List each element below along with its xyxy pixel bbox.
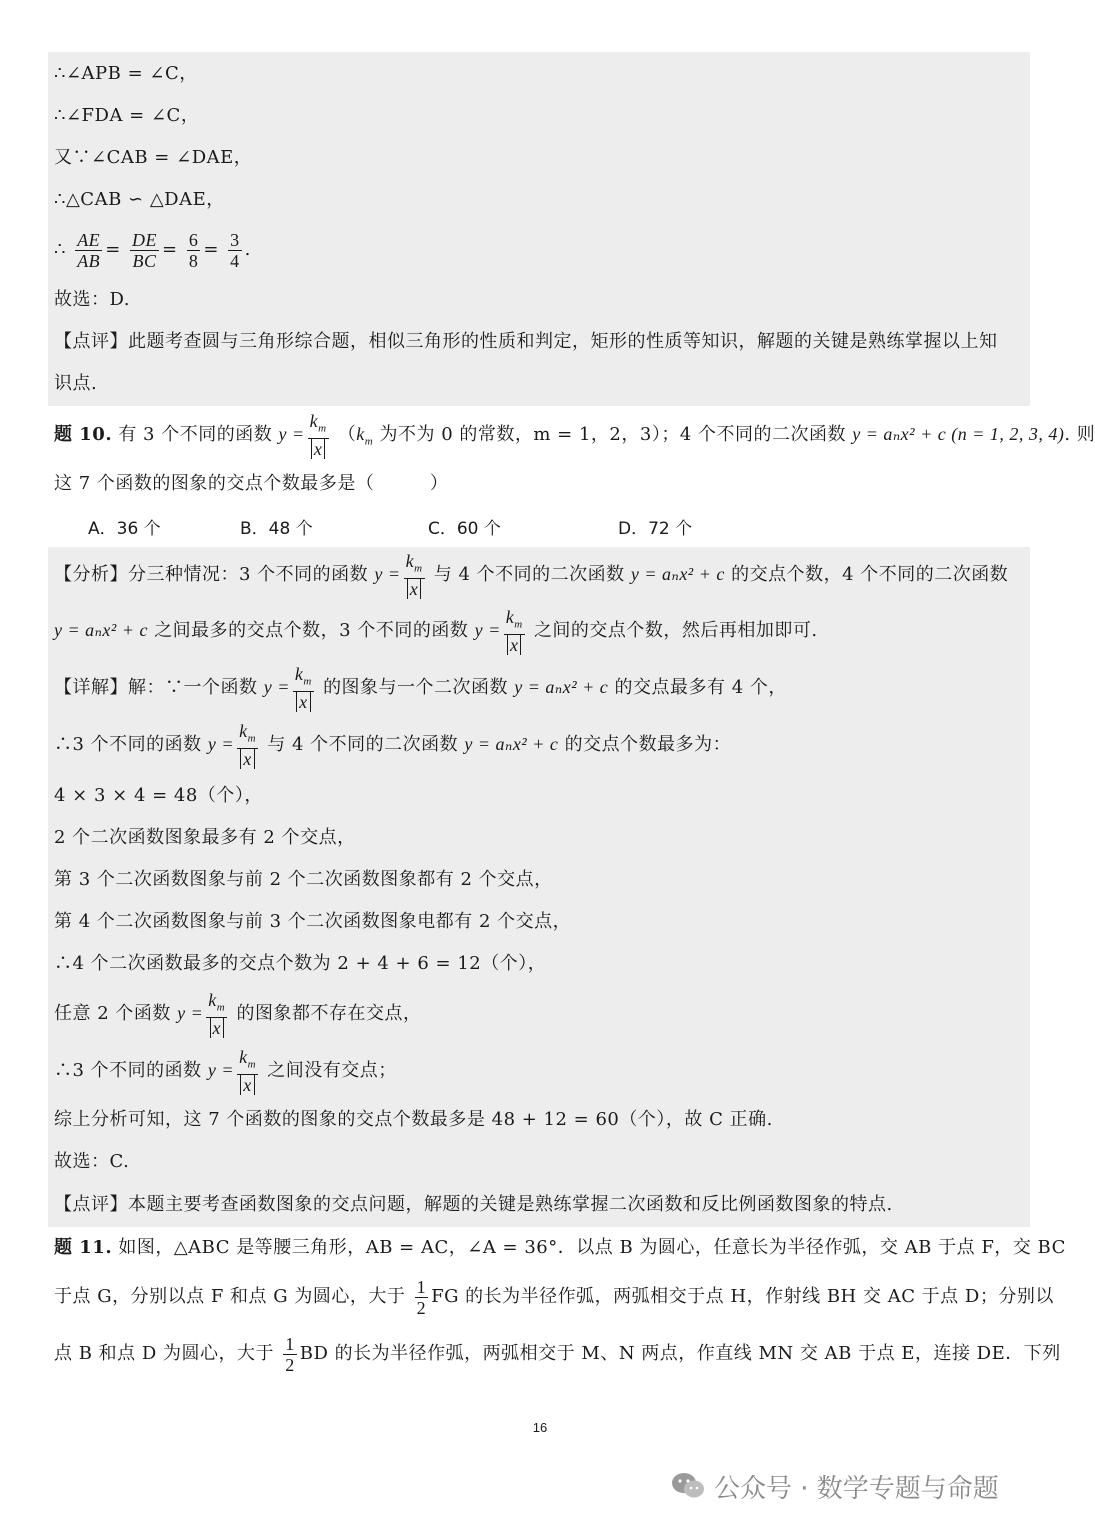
question-11-line-2: 于点 G，分别以点 F 和点 G 为圆心，大于 $\frac{1}{2}$ FG 的长为半径作弧，两弧相交于点 H，作射线 BH 交 AC 于点 D；分别以 <box>54 1276 1054 1318</box>
fraction-6-8: $\frac{6}{8}$ <box>188 229 199 271</box>
choice-a: A．36 个 <box>88 519 161 539</box>
detail-line-2: ∴3 个不同的函数 y = $\frac{k_m}{x}$ 与 4 个不同的二次函数 y = aₙx² + c 的交点个数最多为： <box>54 720 732 770</box>
detail-answer: 故选：C. <box>54 1151 130 1172</box>
wechat-icon <box>670 1470 706 1502</box>
solution-line-3: 又∵∠CAB = ∠DAE， <box>54 147 253 168</box>
solution-line-2: ∴∠FDA = ∠C， <box>54 105 200 126</box>
choice-c: C．60 个 <box>428 519 501 539</box>
fraction-half: $\frac{1}{2}$ <box>285 1333 295 1375</box>
answer-line: 故选：D. <box>54 289 131 310</box>
question-10-line-1: 题 10. 有 3 个不同的函数 y = $\frac{k_m}{x}$ （$k_m$ 为不为 0 的常数，m = 1，2，3）；4 个不同的二次函数 y = aₙx² + c (n = 1, 2, 3, 4). 则 <box>54 410 1095 460</box>
choice-b: B．48 个 <box>240 519 313 539</box>
detail-line-3: 4 × 3 × 4 = 48（个）， <box>54 785 263 806</box>
comment-line-2: 识点. <box>54 373 98 394</box>
page-number: 16 <box>532 1420 548 1435</box>
detail-line-10: 综上分析可知，这 7 个函数的图象的交点个数最多是 48 + 12 = 60（个），故 C 正确. <box>54 1109 773 1130</box>
question-11-line-1: 题 11. 如图，△ABC 是等腰三角形，AB = AC，∠A = 36°．以点 B 为圆心，任意长为半径作弧，交 AB 于点 F，交 BC <box>54 1237 1066 1258</box>
question-label: 题 10. <box>54 424 113 445</box>
watermark <box>670 1466 999 1506</box>
detail-line-6: 第 4 个二次函数图象与前 3 个二次函数图象电都有 2 个交点， <box>54 911 572 932</box>
detail-comment: 【点评】本题主要考查函数图象的交点问题，解题的关键是熟练掌握二次函数和反比例函数图象的特点. <box>54 1194 893 1215</box>
solution-ratio-line: ∴ $\frac{AE}{AB}$ = $\frac{DE}{BC}$ = $\frac{6}{8}$ = $\frac{3}{4}$ . <box>54 229 251 271</box>
fraction-de-bc: $\frac{DE}{BC}$ <box>132 229 157 271</box>
detail-line-1: 【详解】解：∵一个函数 y = $\frac{k_m}{x}$ 的图象与一个二次函数 y = aₙx² + c 的交点最多有 4 个， <box>54 663 787 713</box>
fraction-3-4: $\frac{3}{4}$ <box>230 229 240 271</box>
fraction-ae-ab: $\frac{AE}{AB}$ <box>77 229 101 271</box>
question-label: 题 11. <box>54 1237 113 1258</box>
solution-line-4: ∴△CAB ∽ △DAE， <box>54 189 225 210</box>
analysis-line-1: 【分析】分三种情况：3 个不同的函数 y = $\frac{k_m}{x}$ 与 4 个不同的二次函数 y = aₙx² + c 的交点个数，4 个不同的二次函数 <box>54 550 1009 600</box>
detail-line-4: 2 个二次函数图象最多有 2 个交点， <box>54 827 356 848</box>
fraction-km-x: $\frac{k_m}{x}$ <box>309 410 327 460</box>
detail-line-9: ∴3 个不同的函数 y = $\frac{k_m}{x}$ 之间没有交点； <box>54 1046 397 1096</box>
choice-d: D．72 个 <box>618 519 693 539</box>
question-10-line-2: 这 7 个函数的图象的交点个数最多是（ ） <box>54 473 449 494</box>
question-11-line-3: 点 B 和点 D 为圆心，大于 $\frac{1}{2}$ BD 的长为半径作弧，两弧相交于 M、N 两点，作直线 MN 交 AB 于点 E，连接 DE．下列 <box>54 1333 1061 1375</box>
analysis-line-2: y = aₙx² + c 之间最多的交点个数，3 个不同的函数 y = $\frac{k_m}{x}$ 之间的交点个数，然后再相加即可. <box>54 606 818 656</box>
detail-line-8: 任意 2 个函数 y = $\frac{k_m}{x}$ 的图象都不存在交点， <box>54 989 422 1039</box>
fraction-half: $\frac{1}{2}$ <box>416 1276 427 1318</box>
watermark-text: 公众号 · 数学专题与命题 <box>714 1473 999 1504</box>
comment-line-1: 【点评】此题考查圆与三角形综合题，相似三角形的性质和判定，矩形的性质等知识，解题的关键是熟练掌握以上知 <box>54 331 998 352</box>
detail-line-7: ∴4 个二次函数最多的交点个数为 2 + 4 + 6 = 12（个）， <box>54 953 547 974</box>
solution-line-1: ∴∠APB = ∠C， <box>54 63 198 84</box>
detail-line-5: 第 3 个二次函数图象与前 2 个二次函数图象都有 2 个交点， <box>54 869 553 890</box>
